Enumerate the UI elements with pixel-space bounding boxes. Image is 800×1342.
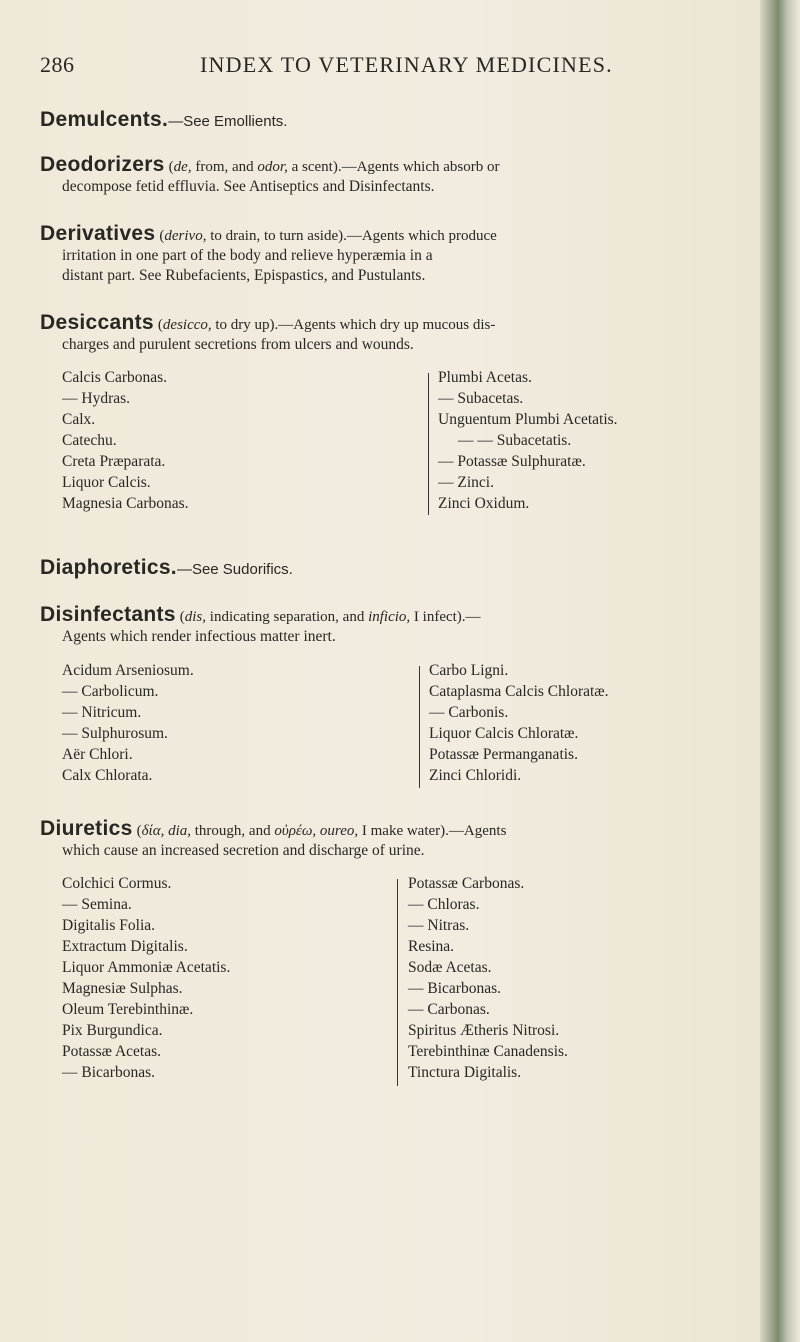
list-item: Oleum Terebinthinæ. <box>62 1001 194 1018</box>
list-item: Potassæ Carbonas. <box>408 875 525 892</box>
list-item: Colchici Cormus. <box>62 875 172 892</box>
list-item: — Chloras. <box>408 896 480 913</box>
list-item: Creta Præparata. <box>62 453 166 470</box>
list-item: Unguentum Plumbi Acetatis. <box>438 411 618 428</box>
etymology: (de, from, and odor, a scent).—Agents which absorb or <box>168 159 500 175</box>
list-item: Liquor Ammoniæ Acetatis. <box>62 959 231 976</box>
list-column-left <box>62 660 194 786</box>
list-item: — Hydras. <box>62 390 131 407</box>
entry-diaphoretics <box>40 556 740 580</box>
definition-line: irritation in one part of the body and relieve hyperæmia in a <box>62 247 433 264</box>
list-item: Zinci Oxidum. <box>438 495 530 512</box>
entry-term: Diaphoretics. <box>40 556 177 579</box>
running-header <box>40 52 730 82</box>
list-item: — Carbonis. <box>429 704 509 721</box>
list-item: Pix Burgundica. <box>62 1022 163 1039</box>
list-disinfectants <box>62 660 702 795</box>
list-column-left <box>62 873 230 1083</box>
entry-term: Deodorizers <box>40 153 165 176</box>
entry-term: Diuretics <box>40 817 133 840</box>
list-item: Resina. <box>408 938 455 955</box>
list-item: Calx Chlorata. <box>62 767 153 784</box>
entry-desiccants <box>40 311 740 355</box>
list-item: — Carbonas. <box>408 1001 490 1018</box>
list-item: Cataplasma Calcis Chloratæ. <box>429 683 609 700</box>
list-item: Tinctura Digitalis. <box>408 1064 522 1081</box>
definition-line: distant part. See Rubefacients, Epispastics, and Pustulants. <box>62 267 426 284</box>
list-desiccants <box>62 367 702 522</box>
list-item: Aër Chlori. <box>62 746 133 763</box>
list-item: Extractum Digitalis. <box>62 938 188 955</box>
definition: Agents which render infectious matter inert. <box>62 628 336 645</box>
etymology: (derivo, to drain, to turn aside).—Agents which produce <box>159 228 497 244</box>
list-item: Plumbi Acetas. <box>438 369 532 386</box>
list-item: Catechu. <box>62 432 117 449</box>
list-item: — Zinci. <box>438 474 494 491</box>
running-title: INDEX TO VETERINARY MEDICINES. <box>200 52 613 77</box>
list-item: — Bicarbonas. <box>408 980 501 997</box>
page-number: 286 <box>40 52 75 77</box>
entry-derivatives <box>40 222 740 286</box>
list-item: — — Subacetatis. <box>458 432 572 449</box>
list-item: Acidum Arseniosum. <box>62 662 194 679</box>
list-item: — Nitras. <box>408 917 470 934</box>
etymology: (δία, dia, through, and οὐρέω, oureo, I make water).—Agents <box>136 823 507 839</box>
list-item: — Potassæ Sulphuratæ. <box>438 453 586 470</box>
list-item: Magnesia Carbonas. <box>62 495 189 512</box>
definition: charges and purulent secretions from ulcers and wounds. <box>62 336 414 353</box>
entry-diuretics <box>40 817 740 861</box>
entry-term: Derivatives <box>40 222 156 245</box>
list-item: Liquor Calcis. <box>62 474 151 491</box>
list-column-left <box>62 367 189 514</box>
list-item: Digitalis Folia. <box>62 917 155 934</box>
definition: which cause an increased secretion and discharge of urine. <box>62 842 425 859</box>
etymology: (dis, indicating separation, and inficio, I infect).— <box>179 609 481 625</box>
list-item: Liquor Calcis Chloratæ. <box>429 725 579 742</box>
list-column-right <box>429 660 609 786</box>
list-item: — Semina. <box>62 896 132 913</box>
list-item: Spiritus Ætheris Nitrosi. <box>408 1022 560 1039</box>
list-item: Terebinthinæ Canadensis. <box>408 1043 568 1060</box>
entry-disinfectants <box>40 603 740 647</box>
list-item: — Nitricum. <box>62 704 142 721</box>
list-item: Magnesiæ Sulphas. <box>62 980 183 997</box>
column-divider <box>428 373 429 515</box>
entry-term: Disinfectants <box>40 603 176 626</box>
list-item: Zinci Chloridi. <box>429 767 522 784</box>
list-item: Sodæ Acetas. <box>408 959 492 976</box>
list-diuretics <box>62 873 702 1093</box>
list-item: Carbo Ligni. <box>429 662 509 679</box>
list-item: Potassæ Acetas. <box>62 1043 162 1060</box>
etymology: (desicco, to dry up).—Agents which dry up mucous dis- <box>157 317 496 333</box>
page-edge <box>760 0 800 1342</box>
list-item: Potassæ Permanganatis. <box>429 746 578 763</box>
entry-term: Demulcents. <box>40 108 169 131</box>
cross-reference: —See Emollients. <box>168 113 288 130</box>
entry-term: Desiccants <box>40 311 154 334</box>
list-column-right <box>408 873 568 1083</box>
list-item: Calx. <box>62 411 96 428</box>
list-item: — Carbolicum. <box>62 683 159 700</box>
column-divider <box>419 666 420 788</box>
list-item: — Sulphurosum. <box>62 725 168 742</box>
entry-deodorizers <box>40 153 740 197</box>
list-item: — Subacetas. <box>438 390 524 407</box>
list-item: — Bicarbonas. <box>62 1064 155 1081</box>
list-item: Calcis Carbonas. <box>62 369 168 386</box>
entry-demulcents <box>40 108 740 132</box>
cross-reference: —See Sudorifics. <box>176 561 293 578</box>
column-divider <box>397 879 398 1086</box>
definition: decompose fetid effluvia. See Antiseptics and Disinfectants. <box>62 178 435 195</box>
list-column-right <box>438 367 618 514</box>
